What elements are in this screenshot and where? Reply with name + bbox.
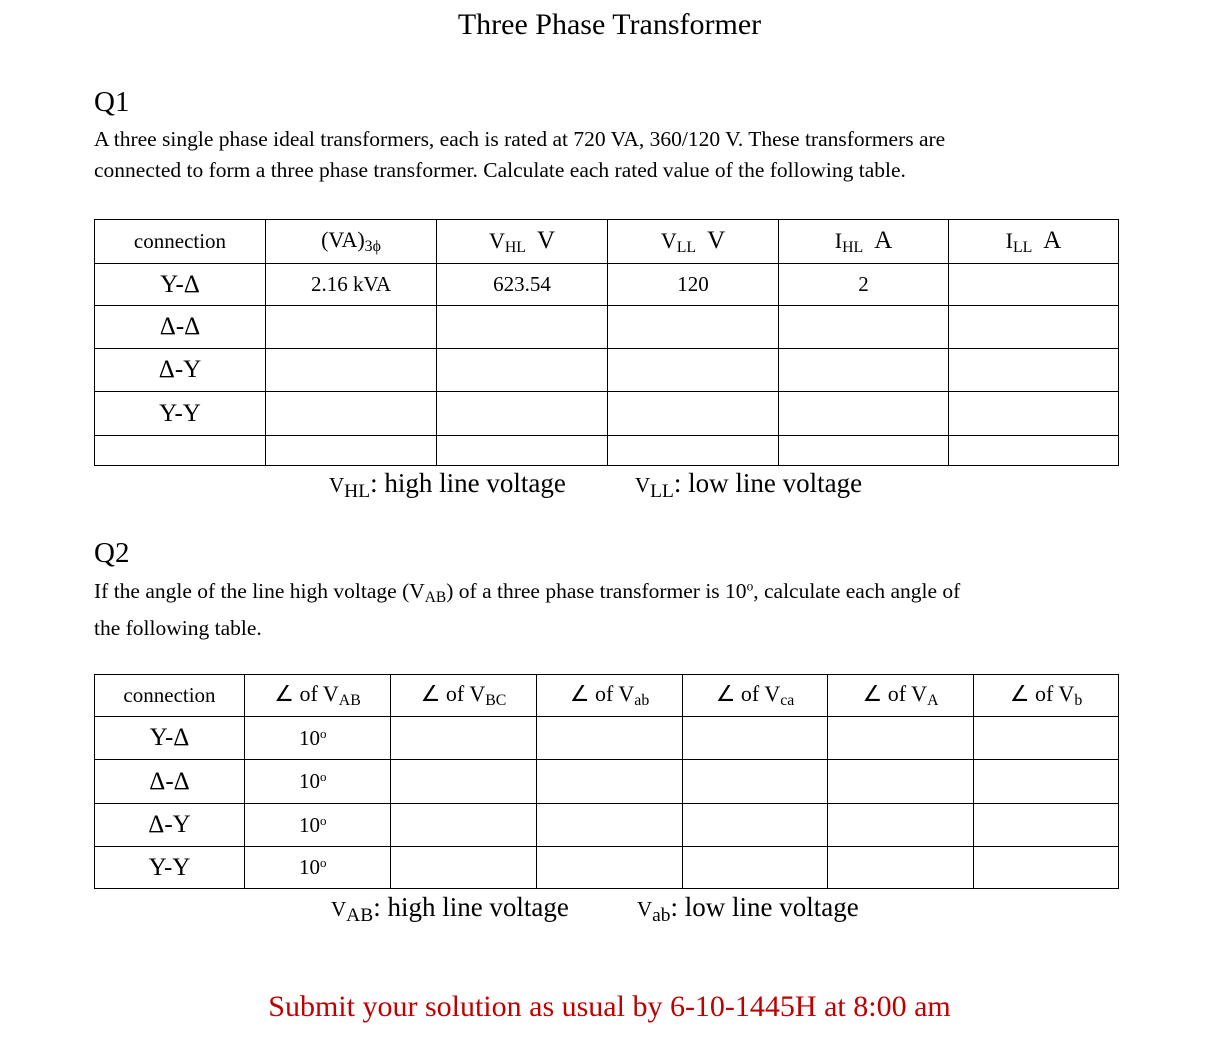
q2-cell-vbc [391, 717, 537, 760]
q2-cell-va [828, 717, 974, 760]
table-row [95, 264, 1119, 306]
q2-table-header-row [95, 675, 1119, 717]
q2-header-angle-vbc: ∠ of $V_{BC}$ [391, 675, 537, 717]
q1-legend-vll: $V_{LL}$: low line voltage [635, 468, 863, 502]
q2-cell-vab: 10$^o$ [245, 717, 391, 760]
q2-cell-vca [683, 717, 828, 760]
q2-cell-vab: 10$^o$ [245, 804, 391, 847]
q1-cell-ihl [779, 392, 949, 436]
q1-cell-vll [608, 392, 779, 436]
q2-cell-vab: 10$^o$ [245, 760, 391, 804]
table-row [95, 804, 1119, 847]
q1-cell-va [266, 349, 437, 392]
q2-cell-vb [974, 804, 1119, 847]
table-row [95, 436, 1119, 466]
q1-cell-va [266, 436, 437, 466]
q1-text-line1: A three single phase ideal transformers, each is rated at 720 VA, 360/120 V. These transformers are [94, 127, 946, 151]
q2-cell-va [828, 804, 974, 847]
q1-cell-connection [95, 436, 266, 466]
q1-header-vll: $V_{LL}$ V [608, 220, 779, 264]
page-title: Three Phase Transformer [457, 8, 762, 41]
q2-cell-vca [683, 847, 828, 889]
q1-cell-ihl [779, 349, 949, 392]
q2-cell-vab-low [537, 760, 683, 804]
q2-cell-vb [974, 847, 1119, 889]
q2-cell-vbc [391, 804, 537, 847]
q2-text-line2: the following table. [94, 615, 262, 640]
q2-header-angle-vca: ∠ of $V_{ca}$ [683, 675, 828, 717]
q1-cell-vhl [437, 392, 608, 436]
table-row [95, 349, 1119, 392]
q2-cell-vab-low [537, 717, 683, 760]
q1-table-header-row [95, 220, 1119, 264]
q2-cell-vbc [391, 847, 537, 889]
q1-cell-va [266, 392, 437, 436]
q1-cell-ill [949, 436, 1119, 466]
q1-header-ill: $I_{LL}$ A [949, 220, 1119, 264]
q2-heading: Q2 [94, 537, 130, 569]
q1-cell-ihl: 2 [779, 264, 949, 306]
q1-cell-va: 2.16 kVA [266, 264, 437, 306]
q2-cell-connection: Y-Y [95, 847, 245, 889]
q1-text [94, 124, 945, 186]
q2-cell-va [828, 847, 974, 889]
q1-cell-vll: 120 [608, 264, 779, 306]
q2-cell-vb [974, 760, 1119, 804]
q2-cell-connection: Δ-Δ [95, 760, 245, 804]
q2-cell-vb [974, 717, 1119, 760]
q1-cell-ihl [779, 306, 949, 349]
q2-legend-vab: $V_{AB}$: high line voltage [331, 892, 569, 926]
q1-cell-ill [949, 392, 1119, 436]
q1-cell-vhl: 623.54 [437, 264, 608, 306]
q1-cell-connection: Y-Δ [95, 264, 266, 306]
q1-cell-ihl [779, 436, 949, 466]
angle-icon: ∠ [715, 681, 736, 707]
q2-table [94, 674, 1119, 889]
q2-header-angle-vab-low: ∠ of $V_{ab}$ [537, 675, 683, 717]
q2-cell-vca [683, 804, 828, 847]
table-row [95, 392, 1119, 436]
q1-cell-vll [608, 436, 779, 466]
q1-header-va: $(VA)_{3\phi}$ [266, 220, 437, 264]
q1-cell-ill [949, 306, 1119, 349]
q1-cell-ill [949, 349, 1119, 392]
angle-icon: ∠ [569, 681, 590, 707]
q2-cell-vca [683, 760, 828, 804]
q2-text [94, 576, 960, 644]
q1-cell-va [266, 306, 437, 349]
q2-cell-vbc [391, 760, 537, 804]
submission-note: Submit your solution as usual by 6-10-1445H at 8:00 am [268, 990, 951, 1023]
angle-icon: ∠ [1009, 681, 1030, 707]
q1-cell-vhl [437, 306, 608, 349]
q2-legend-vab-low: $V_{ab}$: low line voltage [637, 892, 859, 926]
q1-cell-ill [949, 264, 1119, 306]
angle-icon: ∠ [862, 681, 883, 707]
q1-table [94, 219, 1119, 466]
angle-icon: ∠ [420, 681, 441, 707]
q1-cell-connection: Δ-Y [95, 349, 266, 392]
table-row [95, 717, 1119, 760]
q2-header-angle-vb: ∠ of $V_b$ [974, 675, 1119, 717]
q2-header-angle-vab: ∠ of $V_{AB}$ [245, 675, 391, 717]
q1-cell-connection: Δ-Δ [95, 306, 266, 349]
q1-cell-vhl [437, 436, 608, 466]
q1-cell-vll [608, 349, 779, 392]
q1-heading: Q1 [94, 86, 130, 118]
q2-cell-vab: 10$^o$ [245, 847, 391, 889]
q1-text-line2: connected to form a three phase transformer. Calculate each rated value of the following table. [94, 158, 906, 182]
q1-legend-vhl: $V_{HL}$: high line voltage [329, 468, 566, 502]
q1-cell-connection: Y-Y [95, 392, 266, 436]
q1-header-vhl: $V_{HL}$ V [437, 220, 608, 264]
q2-text-line1: If the angle of the line high voltage $(V_{AB})$ of a three phase transformer is 10$^o$, calculate each angle of [94, 578, 961, 606]
table-row [95, 306, 1119, 349]
q2-header-connection: connection [95, 675, 245, 717]
q2-cell-vab-low [537, 804, 683, 847]
q2-cell-connection: Y-Δ [95, 717, 245, 760]
q2-header-angle-va: ∠ of $V_A$ [828, 675, 974, 717]
angle-icon: ∠ [274, 681, 294, 707]
q2-cell-va [828, 760, 974, 804]
table-row [95, 760, 1119, 804]
table-row [95, 847, 1119, 889]
q1-cell-vll [608, 306, 779, 349]
q2-cell-connection: Δ-Y [95, 804, 245, 847]
q1-header-ihl: $I_{HL}$ A [779, 220, 949, 264]
q1-cell-vhl [437, 349, 608, 392]
q1-header-connection: connection [95, 220, 266, 264]
q2-cell-vab-low [537, 847, 683, 889]
